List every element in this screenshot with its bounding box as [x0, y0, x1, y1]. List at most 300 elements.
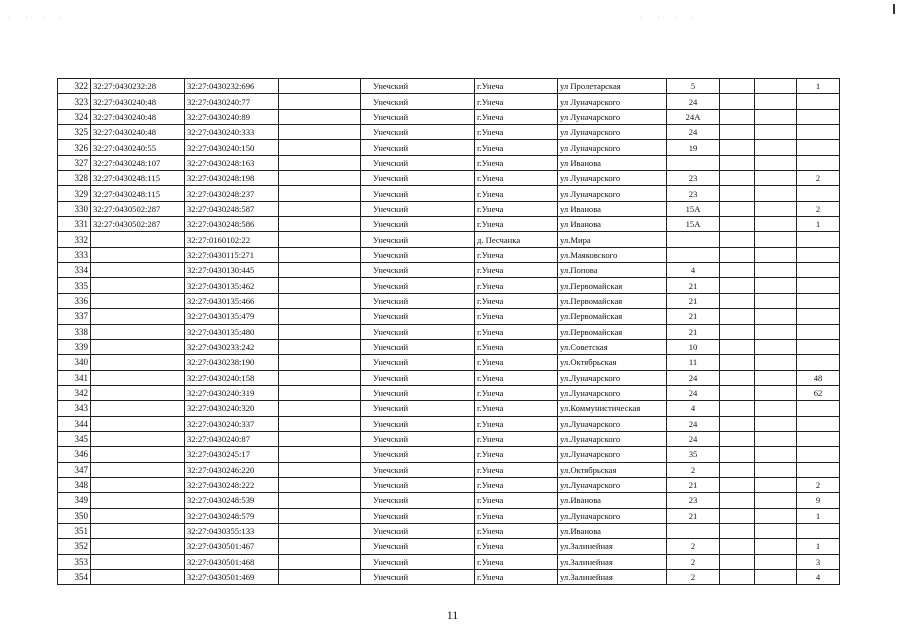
table-row [58, 385, 840, 400]
extra-cell [755, 247, 797, 262]
settlement-cell: г.Унеча [475, 462, 558, 477]
settlement-cell: г.Унеча [475, 109, 558, 124]
empty-cell [279, 293, 361, 308]
extra-cell [755, 232, 797, 247]
house-number-cell [667, 232, 720, 247]
extra-cell [755, 140, 797, 155]
street-cell: ул Луначарского [558, 94, 667, 109]
parent-cadastral-number-cell [91, 493, 185, 508]
extra-cell [755, 447, 797, 462]
street-cell: ул.Советская [558, 339, 667, 354]
empty-cell [279, 401, 361, 416]
district-cell: Унечский [361, 370, 475, 385]
extra-cell [720, 570, 755, 585]
street-cell: ул.Попова [558, 263, 667, 278]
row-number-cell: 327 [58, 155, 91, 170]
extra-cell [755, 554, 797, 569]
extra-cell [720, 263, 755, 278]
cadastral-number-cell: 32:27:0430238:190 [185, 355, 279, 370]
row-number-cell: 342 [58, 385, 91, 400]
cadastral-number-cell: 32:27:0430501:468 [185, 554, 279, 569]
settlement-cell: г.Унеча [475, 416, 558, 431]
district-cell: Унечский [361, 109, 475, 124]
house-number-cell: 21 [667, 477, 720, 492]
extra-cell [755, 570, 797, 585]
district-cell: Унечский [361, 462, 475, 477]
house-number-cell: 2 [667, 554, 720, 569]
extra-cell [720, 155, 755, 170]
cadastral-number-cell: 32:27:0430246:220 [185, 462, 279, 477]
settlement-cell: г.Унеча [475, 171, 558, 186]
extra-cell [720, 293, 755, 308]
extra-cell [720, 370, 755, 385]
extra-cell [720, 385, 755, 400]
extra-cell [755, 201, 797, 216]
parent-cadastral-number-cell [91, 232, 185, 247]
district-cell: Унечский [361, 493, 475, 508]
cadastral-number-cell: 32:27:0430248:222 [185, 477, 279, 492]
table-row [58, 570, 840, 585]
parent-cadastral-number-cell [91, 447, 185, 462]
house-number-cell: 21 [667, 309, 720, 324]
apartment-cell [797, 447, 840, 462]
street-cell: ул.Луначарского [558, 447, 667, 462]
apartment-cell [797, 401, 840, 416]
empty-cell [279, 416, 361, 431]
empty-cell [279, 508, 361, 523]
apartment-cell [797, 355, 840, 370]
street-cell: ул Иванова [558, 201, 667, 216]
table-row [58, 94, 840, 109]
street-cell: ул.Луначарского [558, 370, 667, 385]
district-cell: Унечский [361, 385, 475, 400]
row-number-cell: 335 [58, 278, 91, 293]
row-number-cell: 346 [58, 447, 91, 462]
table-row [58, 278, 840, 293]
district-cell: Унечский [361, 79, 475, 94]
extra-cell [755, 324, 797, 339]
parent-cadastral-number-cell [91, 477, 185, 492]
district-cell: Унечский [361, 523, 475, 538]
extra-cell [755, 416, 797, 431]
scan-artifact-dots: · · · · [8, 14, 68, 23]
district-cell: Унечский [361, 508, 475, 523]
extra-cell [720, 309, 755, 324]
parent-cadastral-number-cell: 32:27:0430240:55 [91, 140, 185, 155]
table-row [58, 523, 840, 538]
street-cell: ул.Первомайская [558, 278, 667, 293]
apartment-cell: 2 [797, 171, 840, 186]
cadastral-number-cell: 32:27:0430135:480 [185, 324, 279, 339]
parent-cadastral-number-cell [91, 431, 185, 446]
house-number-cell: 23 [667, 171, 720, 186]
empty-cell [279, 431, 361, 446]
extra-cell [755, 186, 797, 201]
cadastral-number-cell: 32:27:0430240:87 [185, 431, 279, 446]
cadastral-number-cell: 32:27:0430240:77 [185, 94, 279, 109]
extra-cell [755, 401, 797, 416]
street-cell: ул.Залинейная [558, 570, 667, 585]
parent-cadastral-number-cell [91, 416, 185, 431]
extra-cell [720, 523, 755, 538]
row-number-cell: 354 [58, 570, 91, 585]
house-number-cell: 35 [667, 447, 720, 462]
parent-cadastral-number-cell [91, 401, 185, 416]
row-number-cell: 345 [58, 431, 91, 446]
row-number-cell: 352 [58, 539, 91, 554]
parent-cadastral-number-cell: 32:27:0430240:48 [91, 125, 185, 140]
table-row [58, 493, 840, 508]
house-number-cell: 11 [667, 355, 720, 370]
street-cell: ул.Луначарского [558, 416, 667, 431]
scan-artifact-dots: · · · · [640, 14, 700, 23]
extra-cell [720, 109, 755, 124]
extra-cell [755, 94, 797, 109]
extra-cell [720, 186, 755, 201]
row-number-cell: 341 [58, 370, 91, 385]
apartment-cell [797, 232, 840, 247]
settlement-cell: г.Унеча [475, 94, 558, 109]
settlement-cell: г.Унеча [475, 155, 558, 170]
row-number-cell: 339 [58, 339, 91, 354]
house-number-cell: 24 [667, 431, 720, 446]
empty-cell [279, 309, 361, 324]
parent-cadastral-number-cell [91, 370, 185, 385]
table-row [58, 247, 840, 262]
apartment-cell: 62 [797, 385, 840, 400]
district-cell: Унечский [361, 416, 475, 431]
settlement-cell: д. Песчанка [475, 232, 558, 247]
empty-cell [279, 140, 361, 155]
settlement-cell: г.Унеча [475, 370, 558, 385]
apartment-cell [797, 462, 840, 477]
apartment-cell: 48 [797, 370, 840, 385]
empty-cell [279, 201, 361, 216]
table-row [58, 309, 840, 324]
extra-cell [755, 477, 797, 492]
empty-cell [279, 324, 361, 339]
row-number-cell: 332 [58, 232, 91, 247]
parent-cadastral-number-cell [91, 523, 185, 538]
parent-cadastral-number-cell: 32:27:0430502:287 [91, 217, 185, 232]
table-row [58, 324, 840, 339]
cadastral-number-cell: 32:27:0160102:22 [185, 232, 279, 247]
extra-cell [755, 508, 797, 523]
table-row [58, 186, 840, 201]
cadastral-number-cell: 32:27:0430240:150 [185, 140, 279, 155]
extra-cell [755, 539, 797, 554]
cadastral-number-cell: 32:27:0430115:271 [185, 247, 279, 262]
settlement-cell: г.Унеча [475, 493, 558, 508]
house-number-cell: 15А [667, 217, 720, 232]
parent-cadastral-number-cell: 32:27:0430240:48 [91, 94, 185, 109]
settlement-cell: г.Унеча [475, 431, 558, 446]
street-cell: ул Луначарского [558, 186, 667, 201]
settlement-cell: г.Унеча [475, 570, 558, 585]
district-cell: Унечский [361, 125, 475, 140]
extra-cell [720, 508, 755, 523]
cadastral-number-cell: 32:27:0430240:158 [185, 370, 279, 385]
extra-cell [720, 431, 755, 446]
cadastral-number-cell: 32:27:0430233:242 [185, 339, 279, 354]
cadastral-number-cell: 32:27:0430240:337 [185, 416, 279, 431]
row-number-cell: 347 [58, 462, 91, 477]
table-row [58, 293, 840, 308]
extra-cell [755, 109, 797, 124]
apartment-cell: 3 [797, 554, 840, 569]
extra-cell [720, 278, 755, 293]
parent-cadastral-number-cell [91, 462, 185, 477]
apartment-cell [797, 416, 840, 431]
row-number-cell: 326 [58, 140, 91, 155]
house-number-cell: 21 [667, 278, 720, 293]
empty-cell [279, 217, 361, 232]
row-number-cell: 338 [58, 324, 91, 339]
row-number-cell: 348 [58, 477, 91, 492]
street-cell: ул Иванова [558, 217, 667, 232]
district-cell: Унечский [361, 232, 475, 247]
table-body [58, 79, 840, 585]
extra-cell [720, 539, 755, 554]
table-row [58, 554, 840, 569]
row-number-cell: 333 [58, 247, 91, 262]
parent-cadastral-number-cell [91, 309, 185, 324]
table-row [58, 508, 840, 523]
house-number-cell: 24 [667, 416, 720, 431]
house-number-cell: 15А [667, 201, 720, 216]
street-cell: ул.Первомайская [558, 309, 667, 324]
row-number-cell: 353 [58, 554, 91, 569]
extra-cell [755, 385, 797, 400]
row-number-cell: 351 [58, 523, 91, 538]
house-number-cell: 24 [667, 125, 720, 140]
cadastral-number-cell: 32:27:0430248:579 [185, 508, 279, 523]
parent-cadastral-number-cell [91, 278, 185, 293]
empty-cell [279, 155, 361, 170]
empty-cell [279, 339, 361, 354]
house-number-cell: 23 [667, 493, 720, 508]
extra-cell [755, 339, 797, 354]
district-cell: Унечский [361, 201, 475, 216]
parent-cadastral-number-cell [91, 385, 185, 400]
scan-artifact-mark [893, 4, 895, 14]
extra-cell [755, 431, 797, 446]
table-row [58, 539, 840, 554]
district-cell: Унечский [361, 570, 475, 585]
extra-cell [720, 140, 755, 155]
district-cell: Унечский [361, 263, 475, 278]
apartment-cell [797, 523, 840, 538]
settlement-cell: г.Унеча [475, 401, 558, 416]
empty-cell [279, 232, 361, 247]
street-cell: ул Пролетарская [558, 79, 667, 94]
table-row [58, 447, 840, 462]
cadastral-number-cell: 32:27:0430248:198 [185, 171, 279, 186]
parent-cadastral-number-cell: 32:27:0430502:287 [91, 201, 185, 216]
house-number-cell: 21 [667, 508, 720, 523]
row-number-cell: 324 [58, 109, 91, 124]
extra-cell [755, 293, 797, 308]
extra-cell [755, 355, 797, 370]
extra-cell [755, 155, 797, 170]
cadastral-number-cell: 32:27:0430248:163 [185, 155, 279, 170]
house-number-cell: 2 [667, 539, 720, 554]
extra-cell [720, 462, 755, 477]
cadastral-number-cell: 32:27:0430135:466 [185, 293, 279, 308]
table-row [58, 370, 840, 385]
cadastral-number-cell: 32:27:0430240:89 [185, 109, 279, 124]
extra-cell [755, 171, 797, 186]
apartment-cell [797, 263, 840, 278]
row-number-cell: 322 [58, 79, 91, 94]
settlement-cell: г.Унеча [475, 554, 558, 569]
house-number-cell: 21 [667, 324, 720, 339]
row-number-cell: 334 [58, 263, 91, 278]
cadastral-number-cell: 32:27:0430248:586 [185, 217, 279, 232]
parent-cadastral-number-cell [91, 508, 185, 523]
empty-cell [279, 79, 361, 94]
extra-cell [755, 493, 797, 508]
house-number-cell: 21 [667, 293, 720, 308]
row-number-cell: 328 [58, 171, 91, 186]
house-number-cell: 23 [667, 186, 720, 201]
empty-cell [279, 523, 361, 538]
street-cell: ул.Коммунистическая [558, 401, 667, 416]
street-cell: ул.Луначарского [558, 477, 667, 492]
parent-cadastral-number-cell [91, 539, 185, 554]
street-cell: ул.Маяковского [558, 247, 667, 262]
table-row [58, 431, 840, 446]
apartment-cell: 1 [797, 217, 840, 232]
district-cell: Унечский [361, 94, 475, 109]
district-cell: Унечский [361, 477, 475, 492]
extra-cell [720, 247, 755, 262]
house-number-cell: 4 [667, 263, 720, 278]
extra-cell [755, 263, 797, 278]
settlement-cell: г.Унеча [475, 447, 558, 462]
extra-cell [755, 79, 797, 94]
parent-cadastral-number-cell [91, 554, 185, 569]
extra-cell [755, 278, 797, 293]
house-number-cell: 19 [667, 140, 720, 155]
parent-cadastral-number-cell [91, 324, 185, 339]
apartment-cell: 1 [797, 539, 840, 554]
street-cell: ул.Луначарского [558, 431, 667, 446]
extra-cell [755, 462, 797, 477]
street-cell: ул.Залинейная [558, 554, 667, 569]
apartment-cell [797, 309, 840, 324]
house-number-cell: 24А [667, 109, 720, 124]
row-number-cell: 337 [58, 309, 91, 324]
extra-cell [755, 217, 797, 232]
street-cell: ул.Первомайская [558, 324, 667, 339]
row-number-cell: 330 [58, 201, 91, 216]
parent-cadastral-number-cell: 32:27:0430248:115 [91, 171, 185, 186]
house-number-cell: 4 [667, 401, 720, 416]
row-number-cell: 343 [58, 401, 91, 416]
extra-cell [755, 309, 797, 324]
row-number-cell: 329 [58, 186, 91, 201]
table-row [58, 217, 840, 232]
table-row [58, 401, 840, 416]
district-cell: Унечский [361, 309, 475, 324]
apartment-cell [797, 324, 840, 339]
cadastral-number-cell: 32:27:0430240:319 [185, 385, 279, 400]
street-cell: ул Луначарского [558, 109, 667, 124]
street-cell: ул.Иванова [558, 523, 667, 538]
settlement-cell: г.Унеча [475, 140, 558, 155]
cadastral-number-cell: 32:27:0430245:17 [185, 447, 279, 462]
parent-cadastral-number-cell: 32:27:0430248:107 [91, 155, 185, 170]
table-row [58, 462, 840, 477]
extra-cell [755, 370, 797, 385]
table-row [58, 109, 840, 124]
district-cell: Унечский [361, 447, 475, 462]
parent-cadastral-number-cell: 32:27:0430240:48 [91, 109, 185, 124]
empty-cell [279, 462, 361, 477]
settlement-cell: г.Унеча [475, 385, 558, 400]
settlement-cell: г.Унеча [475, 293, 558, 308]
cadastral-number-cell: 32:27:0430355:133 [185, 523, 279, 538]
apartment-cell: 4 [797, 570, 840, 585]
table-row [58, 125, 840, 140]
cadastral-number-cell: 32:27:0430248:587 [185, 201, 279, 216]
settlement-cell: г.Унеча [475, 79, 558, 94]
empty-cell [279, 94, 361, 109]
apartment-cell: 2 [797, 477, 840, 492]
street-cell: ул Луначарского [558, 171, 667, 186]
apartment-cell [797, 431, 840, 446]
district-cell: Унечский [361, 339, 475, 354]
settlement-cell: г.Унеча [475, 355, 558, 370]
row-number-cell: 336 [58, 293, 91, 308]
street-cell: ул.Мира [558, 232, 667, 247]
table-row [58, 339, 840, 354]
extra-cell [720, 355, 755, 370]
parent-cadastral-number-cell [91, 293, 185, 308]
extra-cell [720, 79, 755, 94]
empty-cell [279, 186, 361, 201]
empty-cell [279, 355, 361, 370]
table-row [58, 155, 840, 170]
district-cell: Унечский [361, 155, 475, 170]
cadastral-number-cell: 32:27:0430501:469 [185, 570, 279, 585]
cadastral-number-cell: 32:27:0430248:237 [185, 186, 279, 201]
apartment-cell [797, 125, 840, 140]
empty-cell [279, 278, 361, 293]
row-number-cell: 323 [58, 94, 91, 109]
street-cell: ул.Первомайская [558, 293, 667, 308]
table-row [58, 79, 840, 94]
cadastral-number-cell: 32:27:0430130:445 [185, 263, 279, 278]
row-number-cell: 349 [58, 493, 91, 508]
settlement-cell: г.Унеча [475, 125, 558, 140]
settlement-cell: г.Унеча [475, 508, 558, 523]
district-cell: Унечский [361, 278, 475, 293]
district-cell: Унечский [361, 186, 475, 201]
house-number-cell: 24 [667, 370, 720, 385]
extra-cell [755, 125, 797, 140]
land-plot-table [57, 78, 840, 585]
cadastral-number-cell: 32:27:0430135:462 [185, 278, 279, 293]
house-number-cell [667, 247, 720, 262]
apartment-cell [797, 155, 840, 170]
settlement-cell: г.Унеча [475, 201, 558, 216]
table-row [58, 477, 840, 492]
empty-cell [279, 247, 361, 262]
district-cell: Унечский [361, 431, 475, 446]
extra-cell [720, 339, 755, 354]
